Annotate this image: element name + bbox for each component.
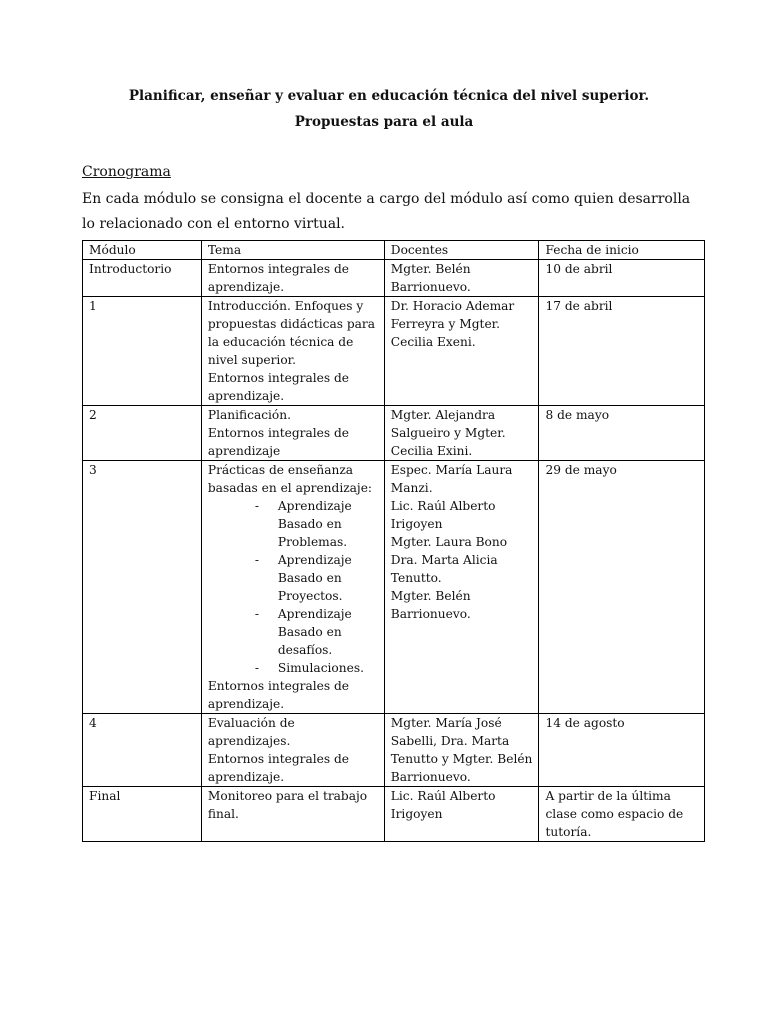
list-item	[208, 659, 380, 677]
cell-modulo: 3	[83, 461, 202, 714]
table-header-row	[83, 241, 705, 260]
header-fecha: Fecha de inicio	[539, 241, 705, 260]
cell-docentes	[384, 297, 539, 406]
list-item	[208, 551, 380, 605]
list-item-text: Simulaciones.	[277, 661, 364, 675]
cell-tema	[201, 406, 384, 461]
cell-docentes	[384, 787, 539, 842]
cell-tema	[201, 461, 384, 714]
list-item	[208, 497, 380, 551]
docente-line: Dra. Marta Alicia Tenutto.	[390, 553, 498, 585]
docente-line: Lic. Raúl Alberto Irigoyen	[390, 499, 496, 531]
docente-line: Espec. María Laura Manzi.	[390, 463, 513, 495]
tema-list	[208, 497, 380, 677]
intro-paragraph: En cada módulo se consigna el docente a cargo del módulo así como quien desarrolla lo relacionado con el entorno virtual.	[82, 191, 691, 232]
table-row	[83, 461, 705, 714]
dash-marker: -	[254, 607, 259, 621]
tema-line: Entornos integrales de aprendizaje	[207, 426, 350, 458]
docente-line: Mgter. Belén Barrionuevo.	[390, 589, 471, 621]
header-tema: Tema	[201, 241, 384, 260]
cell-fecha: 14 de agosto	[539, 714, 705, 787]
cell-docentes	[384, 406, 539, 461]
cell-modulo: Introductorio	[83, 260, 202, 297]
table-row	[83, 406, 705, 461]
schedule-table	[82, 240, 705, 842]
tema-line: Introducción. Enfoques y propuestas didácticas para la educación técnica de nivel superior.	[207, 299, 376, 367]
tema-outro: Entornos integrales de aprendizaje.	[207, 679, 350, 711]
dash-marker: -	[254, 661, 259, 675]
list-item-text: Aprendizaje Basado en Proyectos.	[277, 553, 352, 603]
table-row	[83, 787, 705, 842]
dash-marker: -	[254, 499, 259, 513]
cell-fecha: A partir de la última clase como espacio de tutoría.	[539, 787, 705, 842]
header-docentes: Docentes	[384, 241, 539, 260]
docente-line: Mgter. María José Sabelli, Dra. Marta Tenutto y Mgter. Belén Barrionuevo.	[390, 716, 533, 784]
cell-docentes	[384, 260, 539, 297]
list-item-text: Aprendizaje Basado en Problemas.	[277, 499, 352, 549]
cell-modulo: Final	[83, 787, 202, 842]
section-heading: Cronograma	[82, 164, 171, 180]
docente-line: Lic. Raúl Alberto Irigoyen	[390, 789, 496, 821]
docente-line: Mgter. Belén Barrionuevo.	[390, 262, 471, 294]
document-subtitle: Propuestas para el aula	[294, 114, 474, 130]
docente-line: Mgter. Laura Bono	[390, 535, 508, 549]
list-item	[208, 605, 380, 659]
list-item-text: Aprendizaje Basado en desafíos.	[277, 607, 352, 657]
cell-modulo: 2	[83, 406, 202, 461]
docente-line: Dr. Horacio Ademar Ferreyra y Mgter. Cecilia Exeni.	[390, 299, 515, 349]
table-row	[83, 297, 705, 406]
cell-docentes	[384, 714, 539, 787]
tema-line: Evaluación de aprendizajes.	[207, 716, 295, 748]
table-row	[83, 714, 705, 787]
dash-marker: -	[254, 553, 259, 567]
cell-fecha: 17 de abril	[539, 297, 705, 406]
cell-tema	[201, 787, 384, 842]
cell-fecha: 10 de abril	[539, 260, 705, 297]
docente-line: Mgter. Alejandra Salgueiro y Mgter. Cecilia Exini.	[390, 408, 506, 458]
cell-modulo: 4	[83, 714, 202, 787]
document-title: Planificar, enseñar y evaluar en educación técnica del nivel superior.	[128, 88, 650, 104]
cell-fecha: 8 de mayo	[539, 406, 705, 461]
cell-tema	[201, 714, 384, 787]
tema-line: Planificación.	[207, 408, 291, 422]
tema-line: Entornos integrales de aprendizaje.	[207, 752, 350, 784]
tema-line: Entornos integrales de aprendizaje.	[207, 371, 350, 403]
cell-tema	[201, 260, 384, 297]
tema-line: Entornos integrales de aprendizaje.	[207, 262, 350, 294]
cell-tema	[201, 297, 384, 406]
cell-docentes	[384, 461, 539, 714]
table-row	[83, 260, 705, 297]
cell-modulo: 1	[83, 297, 202, 406]
cell-fecha: 29 de mayo	[539, 461, 705, 714]
header-modulo: Módulo	[83, 241, 202, 260]
tema-line: Monitoreo para el trabajo final.	[207, 789, 368, 821]
tema-intro: Prácticas de enseñanza basadas en el aprendizaje:	[207, 463, 373, 495]
